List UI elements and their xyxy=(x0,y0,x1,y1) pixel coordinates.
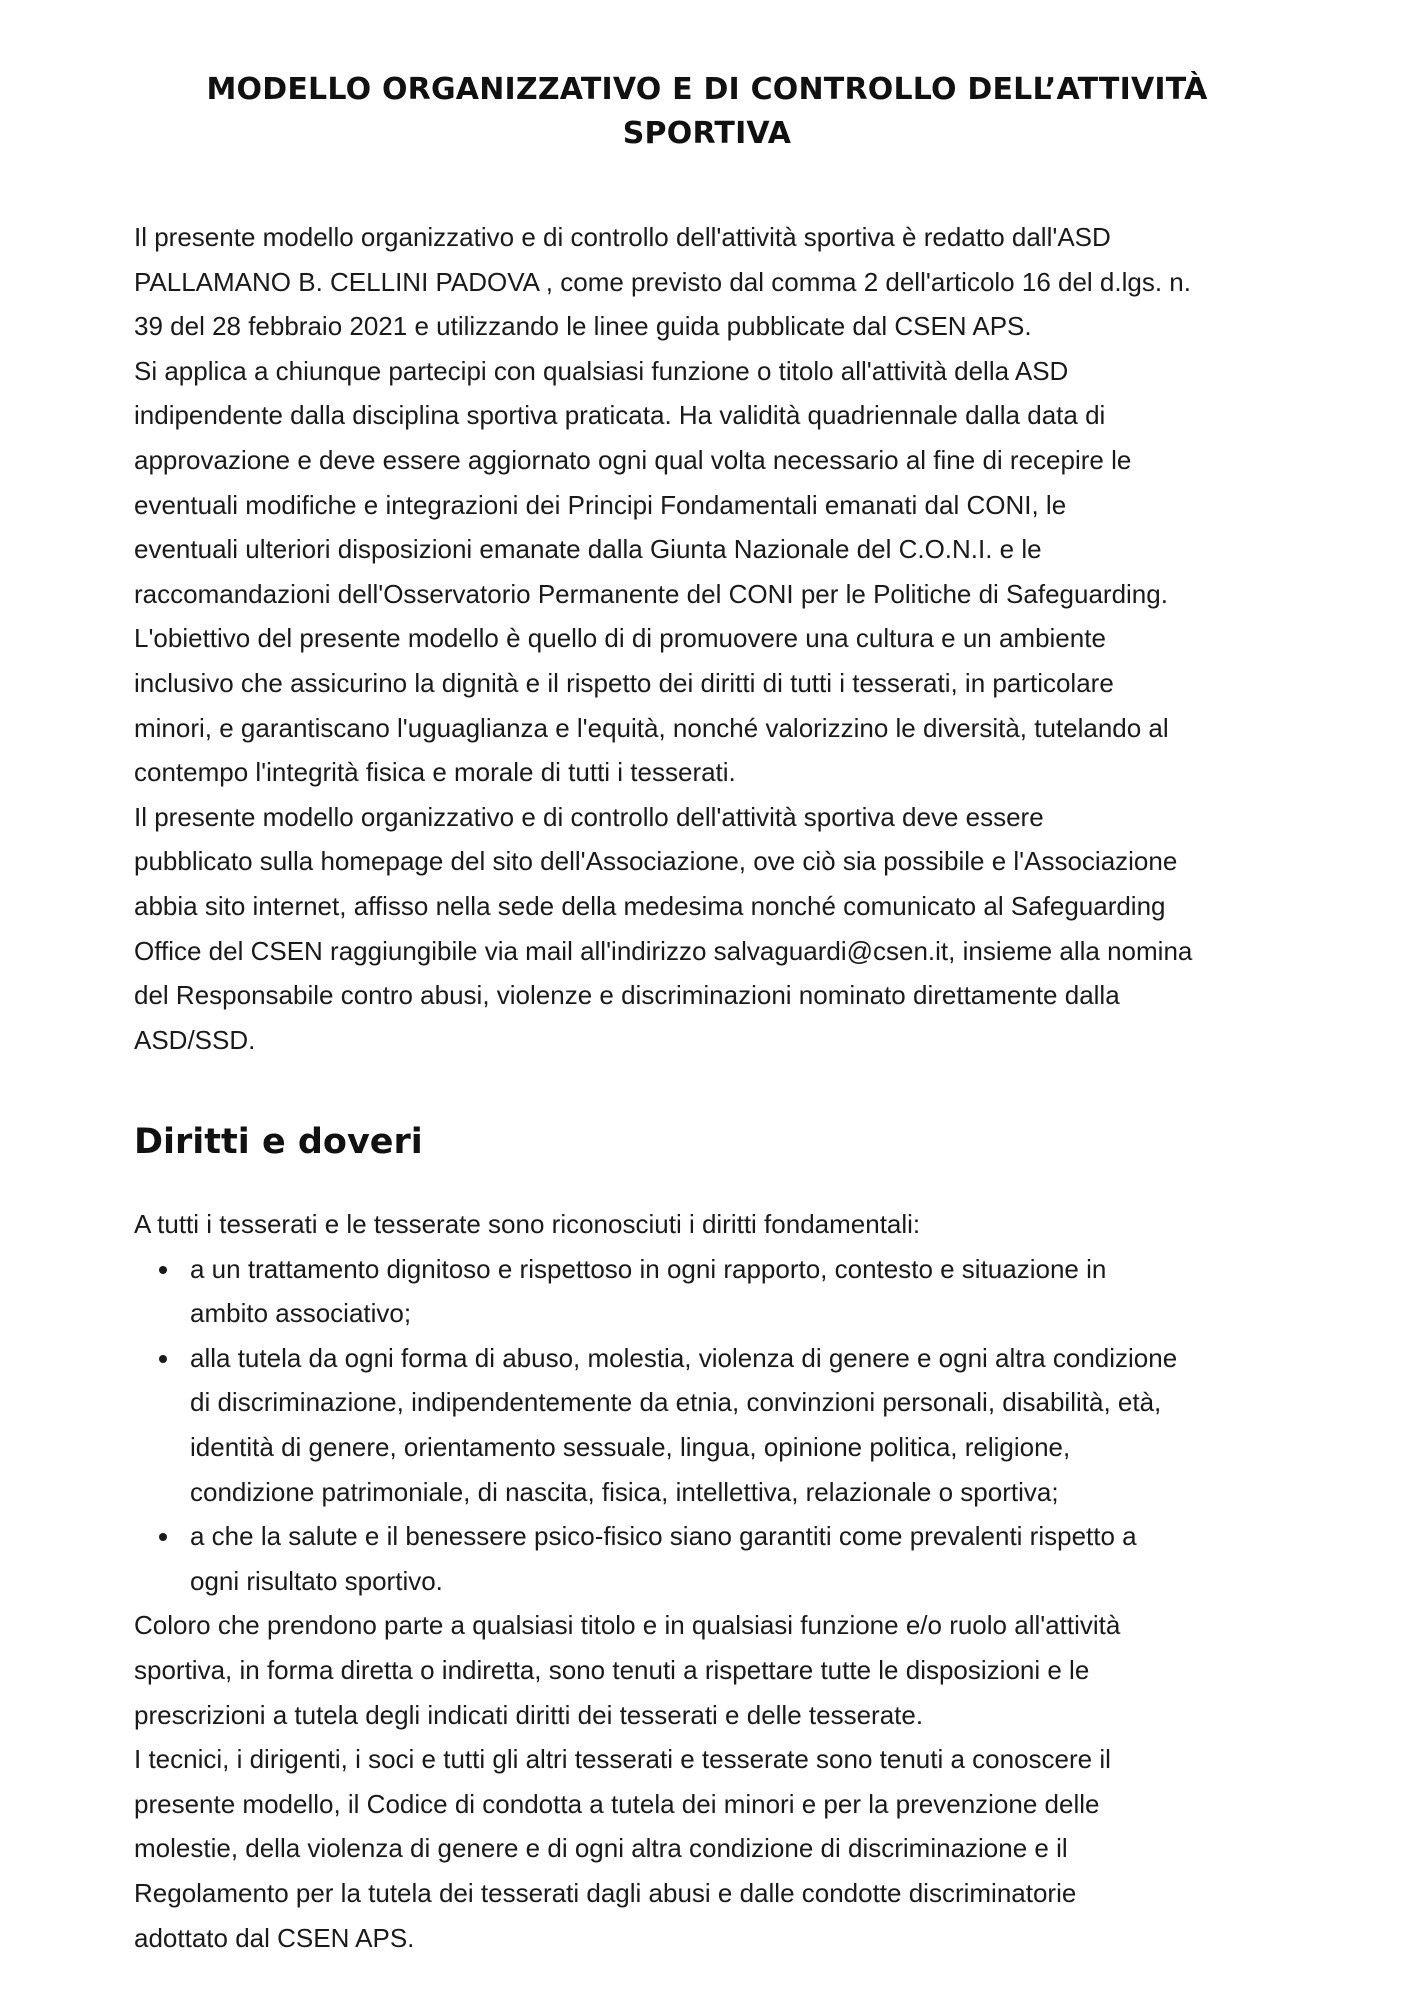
text-line: eventuali modifiche e integrazioni dei Principi Fondamentali emanati dal CONI, le xyxy=(134,489,1067,520)
text-line: sportiva, in forma diretta o indiretta, sono tenuti a rispettare tutte le disposizioni e le xyxy=(134,1654,1090,1685)
text-line: molestie, della violenza di genere e di ogni altra condizione di discriminazione e il xyxy=(134,1833,1068,1864)
text-line: Il presente modello organizzativo e di controllo dell'attività sportiva è redatto dall'ASD xyxy=(134,222,1111,252)
bullet-icon xyxy=(159,1533,167,1541)
text-line: I tecnici, i dirigenti, i soci e tutti gli altri tesserati e tesserate sono tenuti a conoscere il xyxy=(134,1744,1111,1775)
text-line: PALLAMANO B. CELLINI PADOVA , come previsto dal comma 2 dell'articolo 16 del d.lgs. n. xyxy=(134,266,1191,297)
text-line: alla tutela da ogni forma di abuso, molestia, violenza di genere e ogni altra condizione xyxy=(190,1342,1178,1373)
bullet-item xyxy=(134,1247,1294,1336)
text-line: ambito associativo; xyxy=(190,1298,412,1329)
text-line: L'obiettivo del presente modello è quello di di promuovere una cultura e un ambiente xyxy=(134,623,1106,654)
text-line: contempo l'integrità fisica e morale di tutti i tesserati. xyxy=(134,757,736,788)
text-line: a che la salute e il benessere psico-fisico siano garantiti come prevalenti rispetto a xyxy=(190,1521,1137,1552)
document-title xyxy=(130,68,1284,156)
section-heading: Diritti e doveri xyxy=(134,1122,423,1162)
text-line: pubblicato sulla homepage del sito dell'Associazione, ove ciò sia possibile e l'Associazione xyxy=(134,846,1178,877)
text-line: ogni risultato sportivo. xyxy=(190,1565,443,1596)
text-line: adottato dal CSEN APS. xyxy=(134,1922,415,1953)
text-line: identità di genere, orientamento sessuale, lingua, opinione politica, religione, xyxy=(190,1431,1071,1462)
text-line: 39 del 28 febbraio 2021 e utilizzando le linee guida pubblicate dal CSEN APS. xyxy=(134,311,1032,342)
text-line: eventuali ulteriori disposizioni emanate dalla Giunta Nazionale del C.O.N.I. e le xyxy=(134,534,1042,565)
bullet-item xyxy=(134,1336,1294,1514)
text-line: inclusivo che assicurino la dignità e il rispetto dei diritti di tutti i tesserati, in particolare xyxy=(134,667,1114,698)
bullet-item xyxy=(134,1514,1294,1603)
title-line: MODELLO ORGANIZZATIVO E DI CONTROLLO DELL’ATTIVITÀ xyxy=(206,72,1208,107)
text-line: Regolamento per la tutela dei tesserati dagli abusi e dalle condotte discriminatorie xyxy=(134,1877,1077,1908)
text-line: presente modello, il Codice di condotta a tutela dei minori e per la prevenzione delle xyxy=(134,1788,1100,1819)
text-line: Office del CSEN raggiungibile via mail all'indirizzo salvaguardi@csen.it, insieme alla nomina xyxy=(134,935,1193,966)
bullet-icon xyxy=(159,1266,167,1274)
text-line: abbia sito internet, affisso nella sede della medesima nonché comunicato al Safeguarding xyxy=(134,890,1166,921)
bullet-icon xyxy=(159,1355,167,1363)
text-line: minori, e garantiscano l'uguaglianza e l'equità, nonché valorizzino le diversità, tutelando al xyxy=(134,712,1169,743)
text-line: Coloro che prendono parte a qualsiasi titolo e in qualsiasi funzione e/o ruolo all'attività xyxy=(134,1610,1121,1641)
rights-section xyxy=(134,1202,1294,1960)
text-line: raccomandazioni dell'Osservatorio Permanente del CONI per le Politiche di Safeguarding. xyxy=(134,578,1168,609)
text-line: approvazione e deve essere aggiornato ogni qual volta necessario al fine di recepire le xyxy=(134,444,1132,475)
text-line: ASD/SSD. xyxy=(134,1024,256,1055)
text-line: condizione patrimoniale, di nascita, fisica, intellettiva, relazionale o sportiva; xyxy=(190,1476,1059,1507)
intro-paragraph xyxy=(134,215,1294,1062)
text-line: Si applica a chiunque partecipi con qualsiasi funzione o titolo all'attività della ASD xyxy=(134,355,1069,386)
text-line: indipendente dalla disciplina sportiva praticata. Ha validità quadriennale dalla data di xyxy=(134,400,1106,431)
text-line: del Responsabile contro abusi, violenze e discriminazioni nominato direttamente dalla xyxy=(134,980,1120,1011)
text-line: di discriminazione, indipendentemente da etnia, convinzioni personali, disabilità, età, xyxy=(190,1387,1162,1418)
rights-intro: A tutti i tesserati e le tesserate sono riconosciuti i diritti fondamentali: xyxy=(134,1209,921,1239)
title-line: SPORTIVA xyxy=(622,116,792,151)
text-line: Il presente modello organizzativo e di controllo dell'attività sportiva deve essere xyxy=(134,801,1044,832)
text-line: a un trattamento dignitoso e rispettoso in ogni rapporto, contesto e situazione in xyxy=(190,1253,1107,1284)
text-line: prescrizioni a tutela degli indicati diritti dei tesserati e delle tesserate. xyxy=(134,1699,924,1730)
